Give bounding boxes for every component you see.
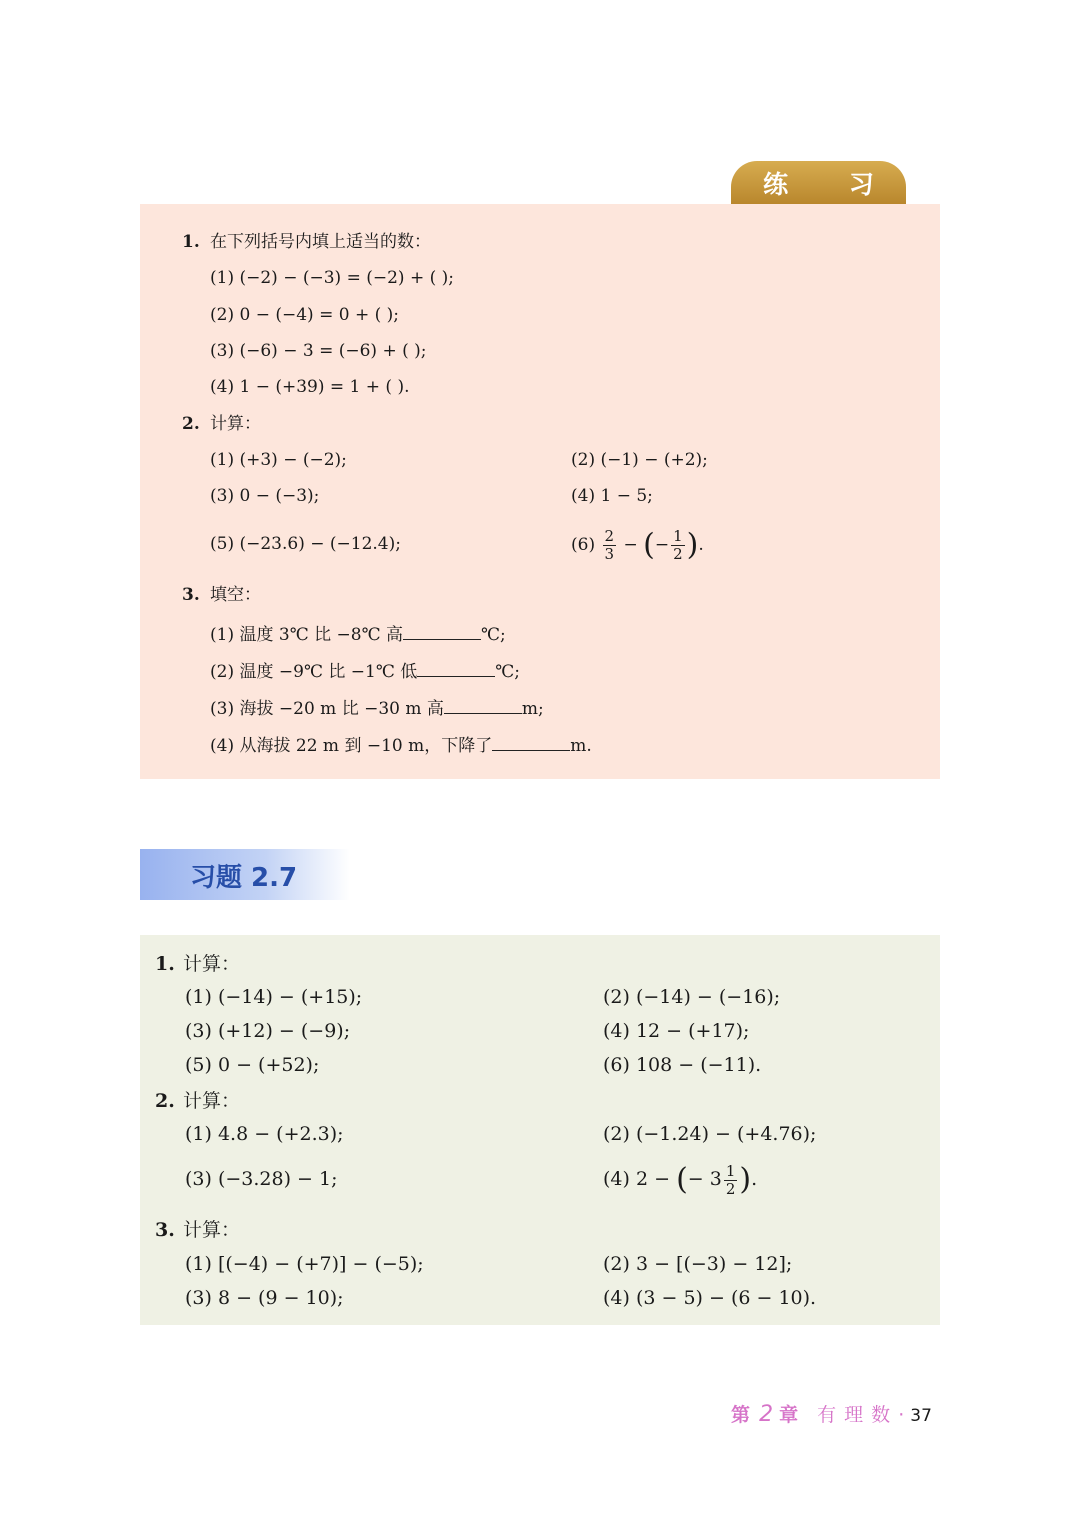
practice-q2-item-5: (5) (−23.6) − (−12.4); [210,534,401,554]
practice-q3-item-2: (2) 温度 −9℃ 比 −1℃ 低 ℃; [210,658,520,683]
exercise-title: 习题 2.7 [190,863,298,893]
exercise-q1-item-3: (3) (+12) − (−9); [185,1020,351,1042]
exercise-q3-item-1: (1) [(−4) − (+7)] − (−5); [185,1253,424,1275]
exercise-q1-item-5: (5) 0 − (+52); [185,1054,320,1076]
fraction: $\frac{1}{2}$ [725,1161,736,1198]
answer-blank[interactable] [444,695,522,714]
exercise-q3: 3. 计算： [155,1219,241,1241]
exercise-q2-item-1: (1) 4.8 − (+2.3); [185,1123,344,1145]
exercise-q2: 2. 计算： [155,1090,241,1112]
right-paren: ) [686,527,699,563]
practice-q1-item-4: (4) 1 − (+39) = 1 + ( ). [210,377,410,397]
exercise-q2-item-4: (4) 2 − (− 3 $\frac{1}{2}$ ). [603,1161,758,1198]
exercise-q1-item-2: (2) (−14) − (−16); [603,986,781,1008]
practice-section [140,204,940,779]
left-paren: ( [676,1162,688,1197]
exercise-header [140,849,350,900]
practice-q3-item-3: (3) 海拔 −20 m 比 −30 m 高 m; [210,695,544,720]
exercise-q1: 1. 计算： [155,953,241,975]
exercise-q1-item-1: (1) (−14) − (+15); [185,986,363,1008]
exercise-q1-item-4: (4) 12 − (+17); [603,1020,750,1042]
practice-q3: 3. 填空： [182,585,261,605]
answer-blank[interactable] [492,732,570,751]
exercise-q2-item-3: (3) (−3.28) − 1; [185,1168,338,1190]
right-paren: ) [739,1162,752,1197]
practice-q1: 1. 在下列括号内填上适当的数： [182,232,431,252]
practice-q3-item-4: (4) 从海拔 22 m 到 −10 m，下降了 m. [210,732,592,757]
exercise-q3-item-3: (3) 8 − (9 − 10); [185,1287,344,1309]
practice-q2: 2. 计算： [182,414,261,434]
practice-q2-item-4: (4) 1 − 5; [571,486,653,506]
exercise-section [140,935,940,1325]
left-paren: ( [643,527,655,563]
practice-q2-item-1: (1) (+3) − (−2); [210,450,347,470]
fraction: $\frac{2}{3}$ [604,527,615,563]
practice-q2-item-2: (2) (−1) − (+2); [571,450,708,470]
practice-q2-item-6: (6) $\frac{2}{3}$ − (− $\frac{1}{2}$ ). [571,527,704,563]
practice-q2-item-3: (3) 0 − (−3); [210,486,320,506]
exercise-q1-item-6: (6) 108 − (−11). [603,1054,762,1076]
exercise-q3-item-4: (4) (3 − 5) − (6 − 10). [603,1287,817,1309]
exercise-q3-item-2: (2) 3 − [(−3) − 12]; [603,1253,793,1275]
practice-q3-item-1: (1) 温度 3℃ 比 −8℃ 高 ℃; [210,621,506,646]
practice-q1-item-2: (2) 0 − (−4) = 0 + ( ); [210,305,399,325]
practice-q1-item-1: (1) (−2) − (−3) = (−2) + ( ); [210,268,455,288]
fraction: $\frac{1}{2}$ [673,527,683,563]
answer-blank[interactable] [403,621,481,640]
page-footer: 第 2 章 有理数· 37 [731,1402,932,1427]
answer-blank[interactable] [417,658,495,677]
exercise-q2-item-2: (2) (−1.24) − (+4.76); [603,1123,817,1145]
practice-q1-item-3: (3) (−6) − 3 = (−6) + ( ); [210,341,427,361]
practice-tab: 练 习 [731,161,906,205]
page-number: 37 [910,1406,932,1426]
chapter-title: 有理数 [817,1404,899,1426]
